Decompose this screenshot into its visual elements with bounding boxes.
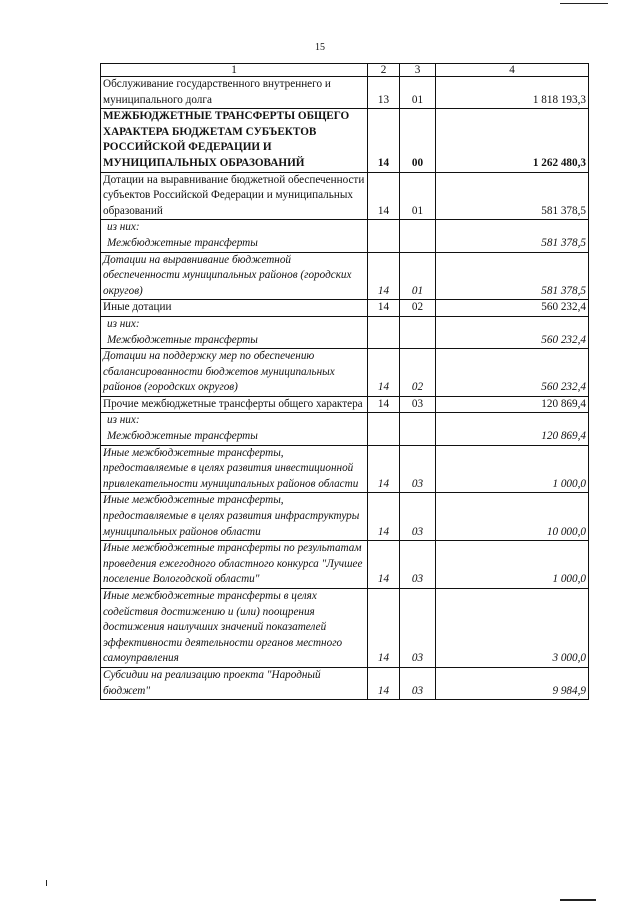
row-subsection-cell: 01 [400, 252, 436, 300]
row-section-cell: 13 [368, 77, 400, 109]
row-subsection-cell: 02 [400, 349, 436, 397]
table-row [101, 77, 589, 109]
row-amount-cell: 1 262 480,3 [436, 109, 589, 172]
row-note: из них: [107, 414, 140, 427]
row-subsection-cell: 00 [400, 109, 436, 172]
row-name-cell [101, 220, 368, 252]
row-amount-cell: 1 818 193,3 [436, 77, 589, 109]
row-amount-cell: 9 984,9 [436, 667, 589, 699]
table-row [101, 109, 589, 172]
row-name-cell: Дотации на выравнивание бюджетной обеспеченности муниципальных районов (городских округов) [101, 252, 368, 300]
row-name-cell: Дотации на поддержку мер по обеспечению сбалансированности бюджетов муниципальных районов (городских округов) [101, 349, 368, 397]
row-amount-cell: 560 232,4 [436, 316, 589, 348]
row-section-cell [368, 413, 400, 445]
row-amount-cell: 3 000,0 [436, 589, 589, 668]
table-row [101, 396, 589, 413]
row-name-cell: Прочие межбюджетные трансферты общего характера [101, 396, 368, 413]
row-section-cell: 14 [368, 349, 400, 397]
row-section-cell [368, 316, 400, 348]
table-row [101, 413, 589, 445]
row-section-cell: 14 [368, 252, 400, 300]
row-section-cell: 14 [368, 172, 400, 220]
row-section-cell: 14 [368, 396, 400, 413]
row-name-cell: Дотации на выравнивание бюджетной обеспеченности субъектов Российской Федерации и муниципальных образований [101, 172, 368, 220]
row-amount-cell: 560 232,4 [436, 300, 589, 317]
row-name-cell: МЕЖБЮДЖЕТНЫЕ ТРАНСФЕРТЫ ОБЩЕГО ХАРАКТЕРА БЮДЖЕТАМ СУБЪЕКТОВ РОССИЙСКОЙ ФЕДЕРАЦИИ И МУНИЦИПАЛЬНЫХ ОБРАЗОВАНИЙ [101, 109, 368, 172]
table-row [101, 541, 589, 589]
header-col-2: 2 [368, 64, 400, 77]
row-section-cell: 14 [368, 589, 400, 668]
page-number: 15 [315, 42, 325, 53]
table-row [101, 349, 589, 397]
row-name: Межбюджетные трансферты [107, 430, 258, 443]
table-row [101, 316, 589, 348]
table-row [101, 172, 589, 220]
row-section-cell [368, 220, 400, 252]
header-row [101, 64, 589, 77]
row-name-cell [101, 316, 368, 348]
table-row [101, 493, 589, 541]
table-row [101, 445, 589, 493]
table-row [101, 300, 589, 317]
header-col-1: 1 [101, 64, 368, 77]
row-name-cell [101, 413, 368, 445]
row-name: Межбюджетные трансферты [107, 333, 258, 346]
table-row [101, 667, 589, 699]
row-section-cell: 14 [368, 300, 400, 317]
row-name-cell: Иные межбюджетные трансферты, предоставляемые в целях развития инвестиционной привлекательности муниципальных районов области [101, 445, 368, 493]
budget-table [100, 63, 589, 700]
row-amount-cell: 1 000,0 [436, 541, 589, 589]
row-amount-cell: 10 000,0 [436, 493, 589, 541]
row-subsection-cell: 03 [400, 445, 436, 493]
header-col-4: 4 [436, 64, 589, 77]
row-amount-cell: 581 378,5 [436, 220, 589, 252]
row-subsection-cell: 03 [400, 396, 436, 413]
row-subsection-cell [400, 220, 436, 252]
row-name-cell: Иные межбюджетные трансферты в целях содействия достижению и (или) поощрения достижения наилучших значений показателей эффективности деятельности органов местного самоуправления [101, 589, 368, 668]
row-subsection-cell: 03 [400, 541, 436, 589]
row-amount-cell: 581 378,5 [436, 172, 589, 220]
header-col-3: 3 [400, 64, 436, 77]
row-amount-cell: 560 232,4 [436, 349, 589, 397]
row-name: Межбюджетные трансферты [107, 236, 258, 249]
row-subsection-cell: 01 [400, 77, 436, 109]
table-row [101, 252, 589, 300]
table-row [101, 589, 589, 668]
row-subsection-cell: 03 [400, 667, 436, 699]
row-subsection-cell [400, 413, 436, 445]
row-name-cell: Иные дотации [101, 300, 368, 317]
row-section-cell: 14 [368, 445, 400, 493]
row-subsection-cell: 01 [400, 172, 436, 220]
scan-mark-bottom [560, 899, 596, 901]
row-note: из них: [107, 317, 140, 330]
row-name-cell: Субсидии на реализацию проекта "Народный бюджет" [101, 667, 368, 699]
row-subsection-cell: 03 [400, 589, 436, 668]
row-name-cell: Иные межбюджетные трансферты по результатам проведения ежегодного областного конкурса "Лучшее поселение Вологодской области" [101, 541, 368, 589]
scan-mark-top [560, 3, 608, 4]
row-section-cell: 14 [368, 109, 400, 172]
row-amount-cell: 120 869,4 [436, 413, 589, 445]
row-amount-cell: 120 869,4 [436, 396, 589, 413]
row-section-cell: 14 [368, 541, 400, 589]
row-amount-cell: 1 000,0 [436, 445, 589, 493]
row-note: из них: [107, 221, 140, 234]
row-subsection-cell: 02 [400, 300, 436, 317]
row-section-cell: 14 [368, 667, 400, 699]
table-row [101, 220, 589, 252]
row-name-cell: Иные межбюджетные трансферты, предоставляемые в целях развития инфраструктуры муниципальных районов области [101, 493, 368, 541]
scan-mark-left [46, 880, 47, 886]
row-section-cell: 14 [368, 493, 400, 541]
row-name-cell: Обслуживание государственного внутреннего и муниципального долга [101, 77, 368, 109]
row-amount-cell: 581 378,5 [436, 252, 589, 300]
row-subsection-cell: 03 [400, 493, 436, 541]
row-subsection-cell [400, 316, 436, 348]
